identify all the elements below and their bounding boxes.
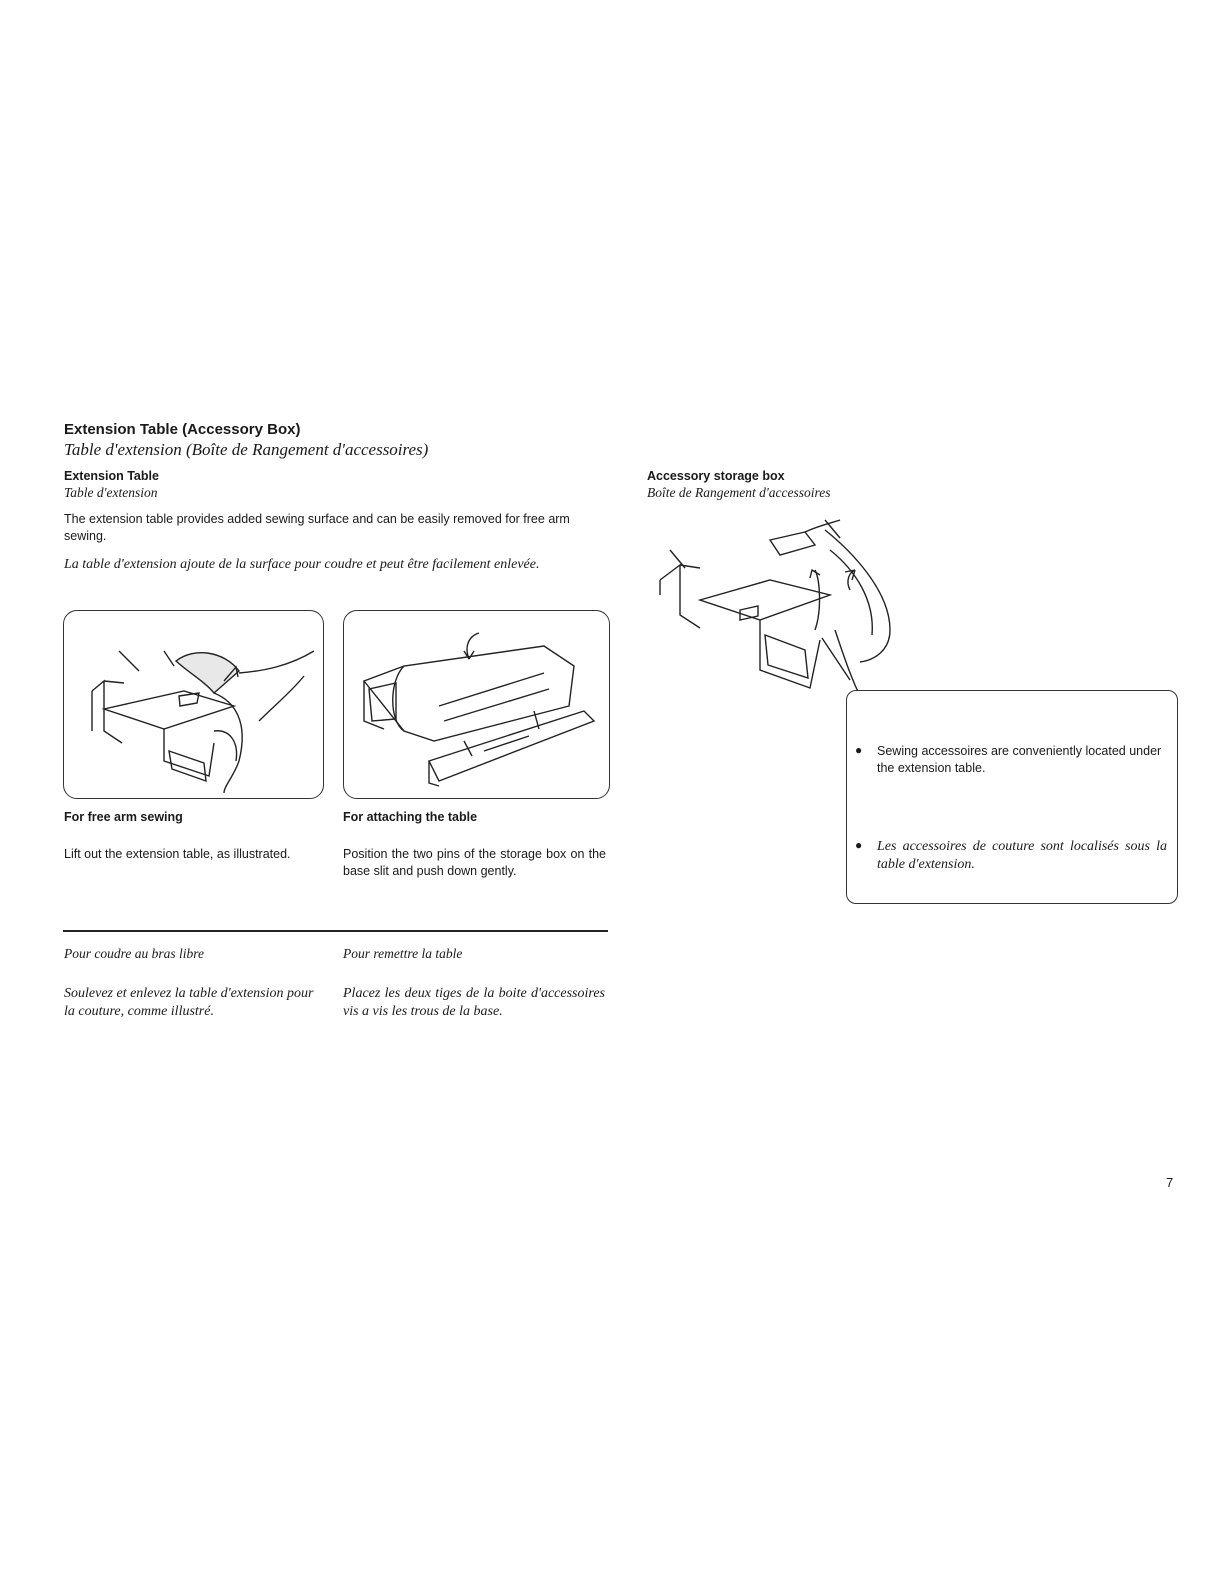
- divider-rule: [63, 930, 608, 932]
- free-arm-illustration: [64, 611, 323, 798]
- section-title-extension-table-fr: Table d'extension: [64, 485, 158, 500]
- caption-attach-fr: Pour remettre la table: [343, 946, 463, 961]
- section-title-extension-table: Extension Table: [64, 469, 159, 483]
- caption-attach: For attaching the table: [343, 810, 478, 824]
- storage-box-callout: [846, 690, 1178, 904]
- page-title-fr: Table d'extension (Boîte de Rangement d'accessoires): [64, 440, 429, 459]
- note-fr: Les accessoires de couture sont localisés sous la table d'extension.: [877, 839, 1167, 872]
- attach-table-illustration: [344, 611, 609, 798]
- text-attach-fr: Placez les deux tiges de la boite d'accessoires vis a vis les trous de la base.: [343, 986, 605, 1019]
- storage-box-title: Accessory storage box: [647, 469, 785, 483]
- bullet-icon: ●: [855, 838, 863, 852]
- intro-paragraph-fr: La table d'extension ajoute de la surface pour coudre et peut être facilement enlevée.: [64, 557, 540, 572]
- storage-box-title-fr: Boîte de Rangement d'accessoires: [647, 485, 831, 500]
- note-en: Sewing accessoires are conveniently located under the extension table.: [877, 744, 1162, 775]
- text-attach: Position the two pins of the storage box on the base slit and push down gently.: [343, 847, 606, 878]
- text-free-arm-fr: Soulevez et enlevez la table d'extension pour la couture, comme illustré.: [64, 986, 314, 1019]
- note-en-item: [855, 743, 1171, 777]
- text-free-arm: Lift out the extension table, as illustrated.: [64, 847, 291, 861]
- caption-free-arm: For free arm sewing: [64, 810, 183, 824]
- bullet-icon: ●: [855, 743, 863, 757]
- page-number: 7: [1166, 1175, 1174, 1190]
- figure-free-arm-sewing: [63, 610, 324, 799]
- storage-box-illustration: [640, 510, 1200, 720]
- note-fr-item: [855, 838, 1171, 874]
- page-title: Extension Table (Accessory Box): [64, 421, 301, 438]
- caption-free-arm-fr: Pour coudre au bras libre: [64, 946, 204, 961]
- intro-paragraph: The extension table provides added sewing surface and can be easily removed for free arm sewing.: [64, 512, 570, 543]
- figure-attaching-table: [343, 610, 610, 799]
